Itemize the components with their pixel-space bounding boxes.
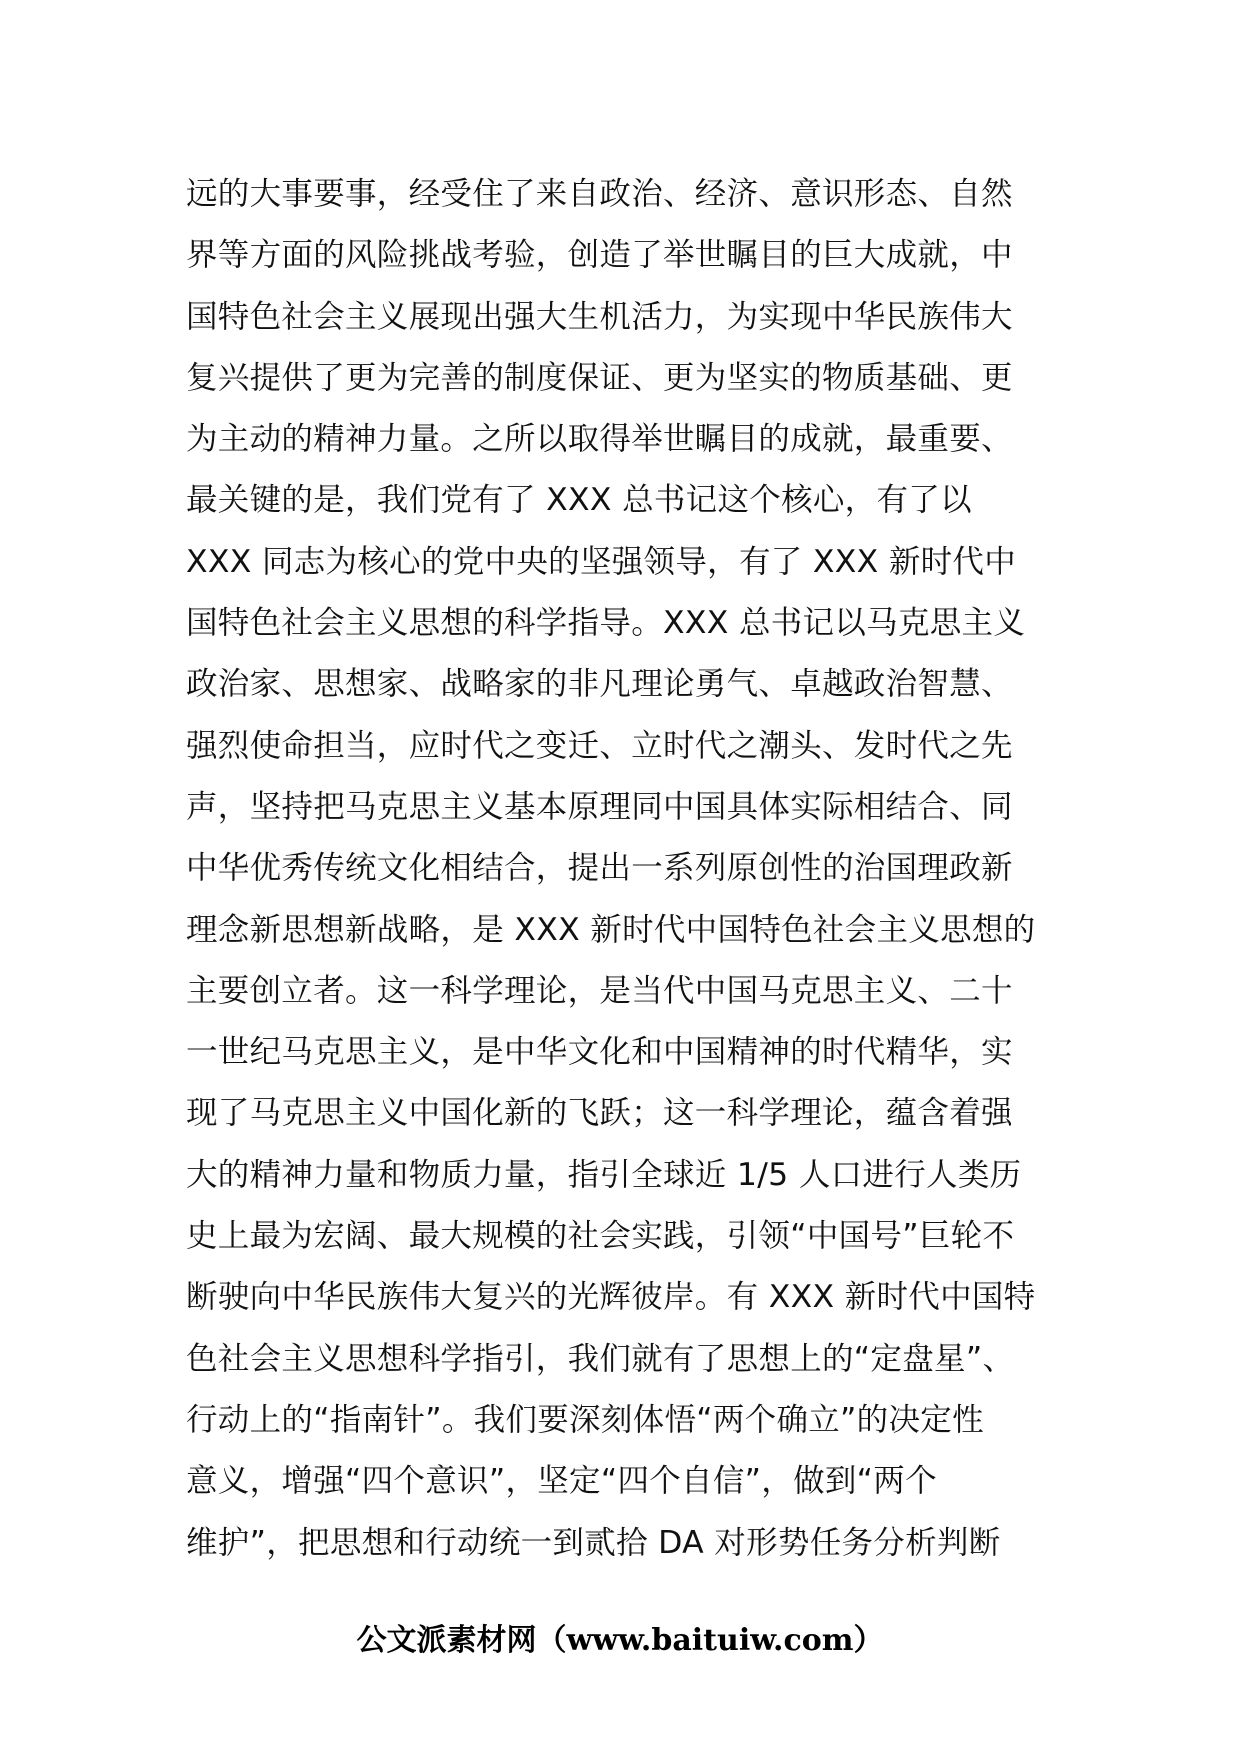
text-line: 理念新思想新战略，是 XXX 新时代中国特色社会主义思想的 bbox=[186, 911, 1036, 948]
text-line: 强烈使命担当，应时代之变迁、立时代之潮头、发时代之先 bbox=[186, 727, 1013, 764]
text-line: 远的大事要事，经受住了来自政治、经济、意识形态、自然 bbox=[186, 176, 1013, 212]
text-line: 最关键的是，我们党有了 XXX 总书记这个核心，有了以 bbox=[186, 482, 972, 519]
text-line: 色社会主义思想科学指引，我们就有了思想上的“定盘星”、 bbox=[186, 1340, 1015, 1377]
text-line: 行动上的“指南针”。我们要深刻体悟“两个确立”的决定性 bbox=[186, 1401, 984, 1438]
text-line: 主要创立者。这一科学理论，是当代中国马克思主义、二十 bbox=[186, 972, 1013, 1009]
text-line: 国特色社会主义思想的科学指导。XXX 总书记以马克思主义 bbox=[186, 605, 1026, 642]
text-line: 为主动的精神力量。之所以取得举世瞩目的成就，最重要、 bbox=[186, 421, 1013, 458]
footer-source-text: 公文派素材网（www.baituiw.com） bbox=[356, 1623, 884, 1658]
text-line: 声，坚持把马克思主义基本原理同中国具体实际相结合、同 bbox=[186, 788, 1013, 825]
text-line: 复兴提供了更为完善的制度保证、更为坚实的物质基础、更 bbox=[186, 359, 1013, 396]
text-line: 政治家、思想家、战略家的非凡理论勇气、卓越政治智慧、 bbox=[186, 666, 1013, 703]
text-line: 现了马克思主义中国化新的飞跃；这一科学理论，蕴含着强 bbox=[186, 1095, 1013, 1132]
text-line: 大的精神力量和物质力量，指引全球近 1/5 人口进行人类历 bbox=[186, 1156, 1022, 1193]
text-line: 维护”，把思想和行动统一到贰拾 DA 对形势任务分析判断 bbox=[186, 1524, 1001, 1561]
text-line: 断驶向中华民族伟大复兴的光辉彼岸。有 XXX 新时代中国特 bbox=[186, 1279, 1036, 1316]
text-line: 界等方面的风险挑战考验，创造了举世瞩目的巨大成就，中 bbox=[186, 237, 1013, 274]
text-line: 国特色社会主义展现出强大生机活力，为实现中华民族伟大 bbox=[186, 298, 1013, 335]
text-line: XXX 同志为核心的党中央的坚强领导，有了 XXX 新时代中 bbox=[186, 543, 1017, 580]
body-paragraph bbox=[186, 164, 1086, 1574]
text-line: 史上最为宏阔、最大规模的社会实践，引领“中国号”巨轮不 bbox=[186, 1218, 1015, 1255]
text-line: 一世纪马克思主义，是中华文化和中国精神的时代精华，实 bbox=[186, 1034, 1013, 1071]
text-line: 中华优秀传统文化相结合，提出一系列原创性的治国理政新 bbox=[186, 850, 1013, 887]
text-line: 意义，增强“四个意识”，坚定“四个自信”，做到“两个 bbox=[186, 1463, 937, 1500]
